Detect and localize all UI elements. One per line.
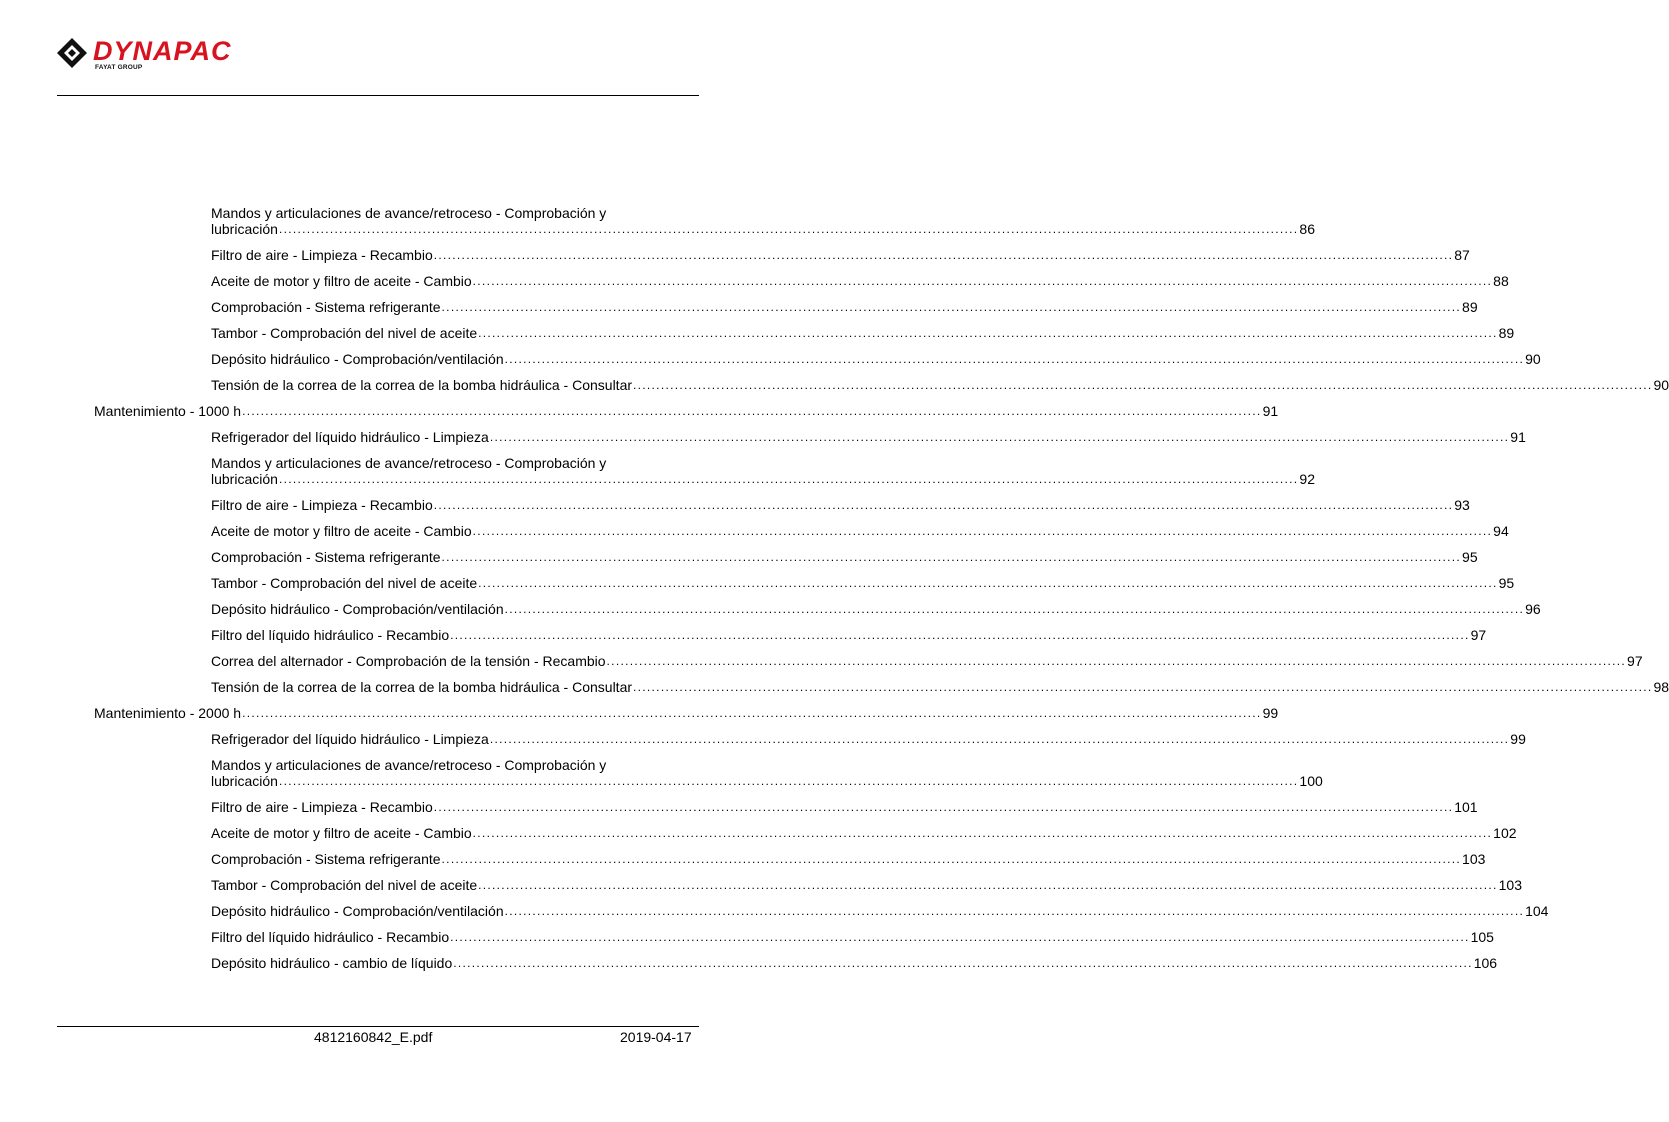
toc-leader-dots: ............................................................................................................................................................................................................................ [278, 774, 1299, 788]
footer-filename: 4812160842_E.pdf [314, 1029, 433, 1045]
toc-entry-page: 100 [1299, 773, 1323, 789]
toc-entry-page: 95 [1498, 575, 1515, 591]
toc-leader-dots: ............................................................................................................................................................................................................................ [433, 248, 1454, 262]
toc-entry-page: 99 [1262, 705, 1279, 721]
toc-entry-title-line1: Mandos y articulaciones de avance/retroceso - Comprobación y [211, 205, 607, 221]
toc-entry-page: 105 [1470, 929, 1494, 945]
toc-leader-dots: ............................................................................................................................................................................................................................ [504, 602, 1525, 616]
toc-entry-page: 90 [1653, 377, 1669, 393]
toc-entry[interactable] [211, 955, 1498, 971]
toc-leader-dots: ............................................................................................................................................................................................................................ [504, 904, 1525, 918]
toc-entry[interactable] [211, 877, 1522, 893]
toc-entry-title: Tensión de la correa de la correa de la bomba hidráulica - Consultar [211, 377, 633, 393]
toc-entry-title: Aceite de motor y filtro de aceite - Cambio [211, 825, 472, 841]
toc-entry-page: 104 [1525, 903, 1549, 919]
toc-entry-page: 99 [1510, 731, 1526, 747]
toc-leader-dots: ............................................................................................................................................................................................................................ [441, 550, 1462, 564]
toc-leader-dots: ............................................................................................................................................................................................................................ [450, 628, 1470, 642]
toc-entry-page: 95 [1462, 549, 1478, 565]
toc-entry[interactable] [211, 549, 1478, 565]
toc-leader-dots: ............................................................................................................................................................................................................................ [450, 930, 1470, 944]
toc-entry-page: 92 [1299, 471, 1315, 487]
toc-entry[interactable] [211, 627, 1487, 643]
toc-entry[interactable] [211, 851, 1486, 867]
toc-entry-page: 90 [1525, 351, 1541, 367]
toc-entry[interactable] [211, 325, 1515, 341]
toc-entry[interactable] [211, 299, 1478, 315]
toc-leader-dots: ............................................................................................................................................................................................................................ [441, 852, 1462, 866]
toc-entry-title: Filtro de aire - Limpieza - Recambio [211, 799, 433, 815]
toc-entry-title: Tambor - Comprobación del nivel de aceite [211, 575, 478, 591]
toc-leader-dots: ............................................................................................................................................................................................................................ [478, 576, 1498, 590]
toc-entry-title: Comprobación - Sistema refrigerante [211, 851, 441, 867]
toc-leader-dots: ............................................................................................................................................................................................................................ [633, 378, 1653, 392]
toc-entry-title: Filtro del líquido hidráulico - Recambio [211, 929, 450, 945]
toc-entry[interactable] [211, 523, 1509, 539]
brand-subtitle: FAYAT GROUP [95, 64, 143, 71]
toc-entry-title: Tensión de la correa de la correa de la bomba hidráulica - Consultar [211, 679, 633, 695]
toc-entry-page: 101 [1454, 799, 1478, 815]
toc-leader-dots: ............................................................................................................................................................................................................................ [453, 956, 1473, 970]
toc-entry-title: Aceite de motor y filtro de aceite - Cambio [211, 273, 472, 289]
toc-entry-page: 93 [1454, 497, 1470, 513]
toc-leader-dots: ............................................................................................................................................................................................................................ [478, 878, 1498, 892]
toc-entry-title: Depósito hidráulico - Comprobación/ventilación [211, 351, 504, 367]
toc-leader-dots: ............................................................................................................................................................................................................................ [242, 706, 1262, 720]
toc-entry[interactable] [211, 377, 1669, 393]
toc-leader-dots: ............................................................................................................................................................................................................................ [478, 326, 1498, 340]
toc-entry-title: lubricación [211, 773, 278, 789]
toc-entry-page: 98 [1653, 679, 1669, 695]
toc-entry[interactable] [211, 903, 1549, 919]
toc-entry-title: Mantenimiento - 1000 h [94, 403, 242, 419]
toc-leader-dots: ............................................................................................................................................................................................................................ [606, 654, 1627, 668]
toc-entry-title: Filtro de aire - Limpieza - Recambio [211, 497, 433, 513]
brand-name: DYNAPAC [93, 36, 232, 66]
toc-entry-page: 86 [1299, 221, 1315, 237]
toc-entry-title: lubricación [211, 471, 278, 487]
toc-entry-page: 91 [1262, 403, 1279, 419]
toc-entry[interactable] [211, 601, 1541, 617]
toc-leader-dots: ............................................................................................................................................................................................................................ [633, 680, 1653, 694]
toc-entry-title: Depósito hidráulico - Comprobación/ventilación [211, 601, 504, 617]
toc-entry-page: 87 [1454, 247, 1470, 263]
toc-leader-dots: ............................................................................................................................................................................................................................ [472, 274, 1493, 288]
toc-entry[interactable] [211, 575, 1515, 591]
toc-entry-title: Depósito hidráulico - cambio de líquido [211, 955, 453, 971]
toc-entry[interactable] [211, 455, 1315, 487]
toc-entry[interactable] [211, 247, 1470, 263]
toc-entry-page: 106 [1473, 955, 1498, 971]
toc-entry[interactable] [211, 731, 1526, 747]
toc-entry[interactable] [211, 825, 1517, 841]
toc-leader-dots: ............................................................................................................................................................................................................................ [278, 222, 1299, 236]
toc-entry-title: Tambor - Comprobación del nivel de aceite [211, 325, 478, 341]
toc-entry-title: Refrigerador del líquido hidráulico - Limpieza [211, 731, 489, 747]
toc-entry-page: 94 [1493, 523, 1509, 539]
toc-entry[interactable] [211, 429, 1526, 445]
toc-entry[interactable] [211, 351, 1541, 367]
toc-leader-dots: ............................................................................................................................................................................................................................ [433, 800, 1454, 814]
diamond-logo-icon [55, 36, 89, 70]
toc-entry-title: Comprobación - Sistema refrigerante [211, 549, 441, 565]
toc-entry-title: Filtro del líquido hidráulico - Recambio [211, 627, 450, 643]
toc-entry-title: Refrigerador del líquido hidráulico - Limpieza [211, 429, 489, 445]
toc-entry[interactable] [211, 497, 1470, 513]
toc-entry-title: Tambor - Comprobación del nivel de aceite [211, 877, 478, 893]
toc-leader-dots: ............................................................................................................................................................................................................................ [489, 430, 1510, 444]
toc-entry[interactable] [211, 679, 1669, 695]
toc-entry[interactable] [94, 403, 1279, 419]
toc-leader-dots: ............................................................................................................................................................................................................................ [489, 732, 1510, 746]
toc-entry-page: 96 [1525, 601, 1541, 617]
footer-date: 2019-04-17 [620, 1029, 692, 1045]
toc-entry-title: Filtro de aire - Limpieza - Recambio [211, 247, 433, 263]
toc-entry-title: Aceite de motor y filtro de aceite - Cambio [211, 523, 472, 539]
toc-entry-title: Comprobación - Sistema refrigerante [211, 299, 441, 315]
toc-entry[interactable] [211, 799, 1478, 815]
toc-entry[interactable] [94, 705, 1279, 721]
toc-entry[interactable] [211, 757, 1323, 789]
toc-entry[interactable] [211, 929, 1494, 945]
toc-entry-page: 91 [1510, 429, 1526, 445]
toc-entry-page: 88 [1493, 273, 1509, 289]
toc-entry-page: 102 [1493, 825, 1517, 841]
toc-entry-title: Depósito hidráulico - Comprobación/ventilación [211, 903, 504, 919]
toc-entry-title: Mantenimiento - 2000 h [94, 705, 242, 721]
toc-entry-page: 89 [1462, 299, 1478, 315]
toc-leader-dots: ............................................................................................................................................................................................................................ [504, 352, 1525, 366]
toc-entry-title: Correa del alternador - Comprobación de la tensión - Recambio [211, 653, 606, 669]
toc-leader-dots: ............................................................................................................................................................................................................................ [472, 826, 1493, 840]
toc-entry-page: 103 [1462, 851, 1486, 867]
toc-entry-page: 89 [1498, 325, 1515, 341]
toc-leader-dots: ............................................................................................................................................................................................................................ [278, 472, 1299, 486]
toc-entry-page: 97 [1627, 653, 1643, 669]
footer-divider [57, 1026, 699, 1027]
toc-leader-dots: ............................................................................................................................................................................................................................ [433, 498, 1454, 512]
header-divider [57, 95, 699, 96]
toc-leader-dots: ............................................................................................................................................................................................................................ [242, 404, 1262, 418]
toc-entry-title: lubricación [211, 221, 278, 237]
toc-entry[interactable] [211, 653, 1643, 669]
toc-entry-title-line1: Mandos y articulaciones de avance/retroceso - Comprobación y [211, 757, 607, 773]
toc-entry-page: 103 [1498, 877, 1522, 893]
toc-entry[interactable] [211, 205, 1315, 237]
toc-entry-title-line1: Mandos y articulaciones de avance/retroceso - Comprobación y [211, 455, 607, 471]
toc-leader-dots: ............................................................................................................................................................................................................................ [441, 300, 1462, 314]
dynapac-logo [55, 36, 295, 76]
toc-entry[interactable] [211, 273, 1509, 289]
toc-leader-dots: ............................................................................................................................................................................................................................ [472, 524, 1493, 538]
toc-entry-page: 97 [1470, 627, 1487, 643]
